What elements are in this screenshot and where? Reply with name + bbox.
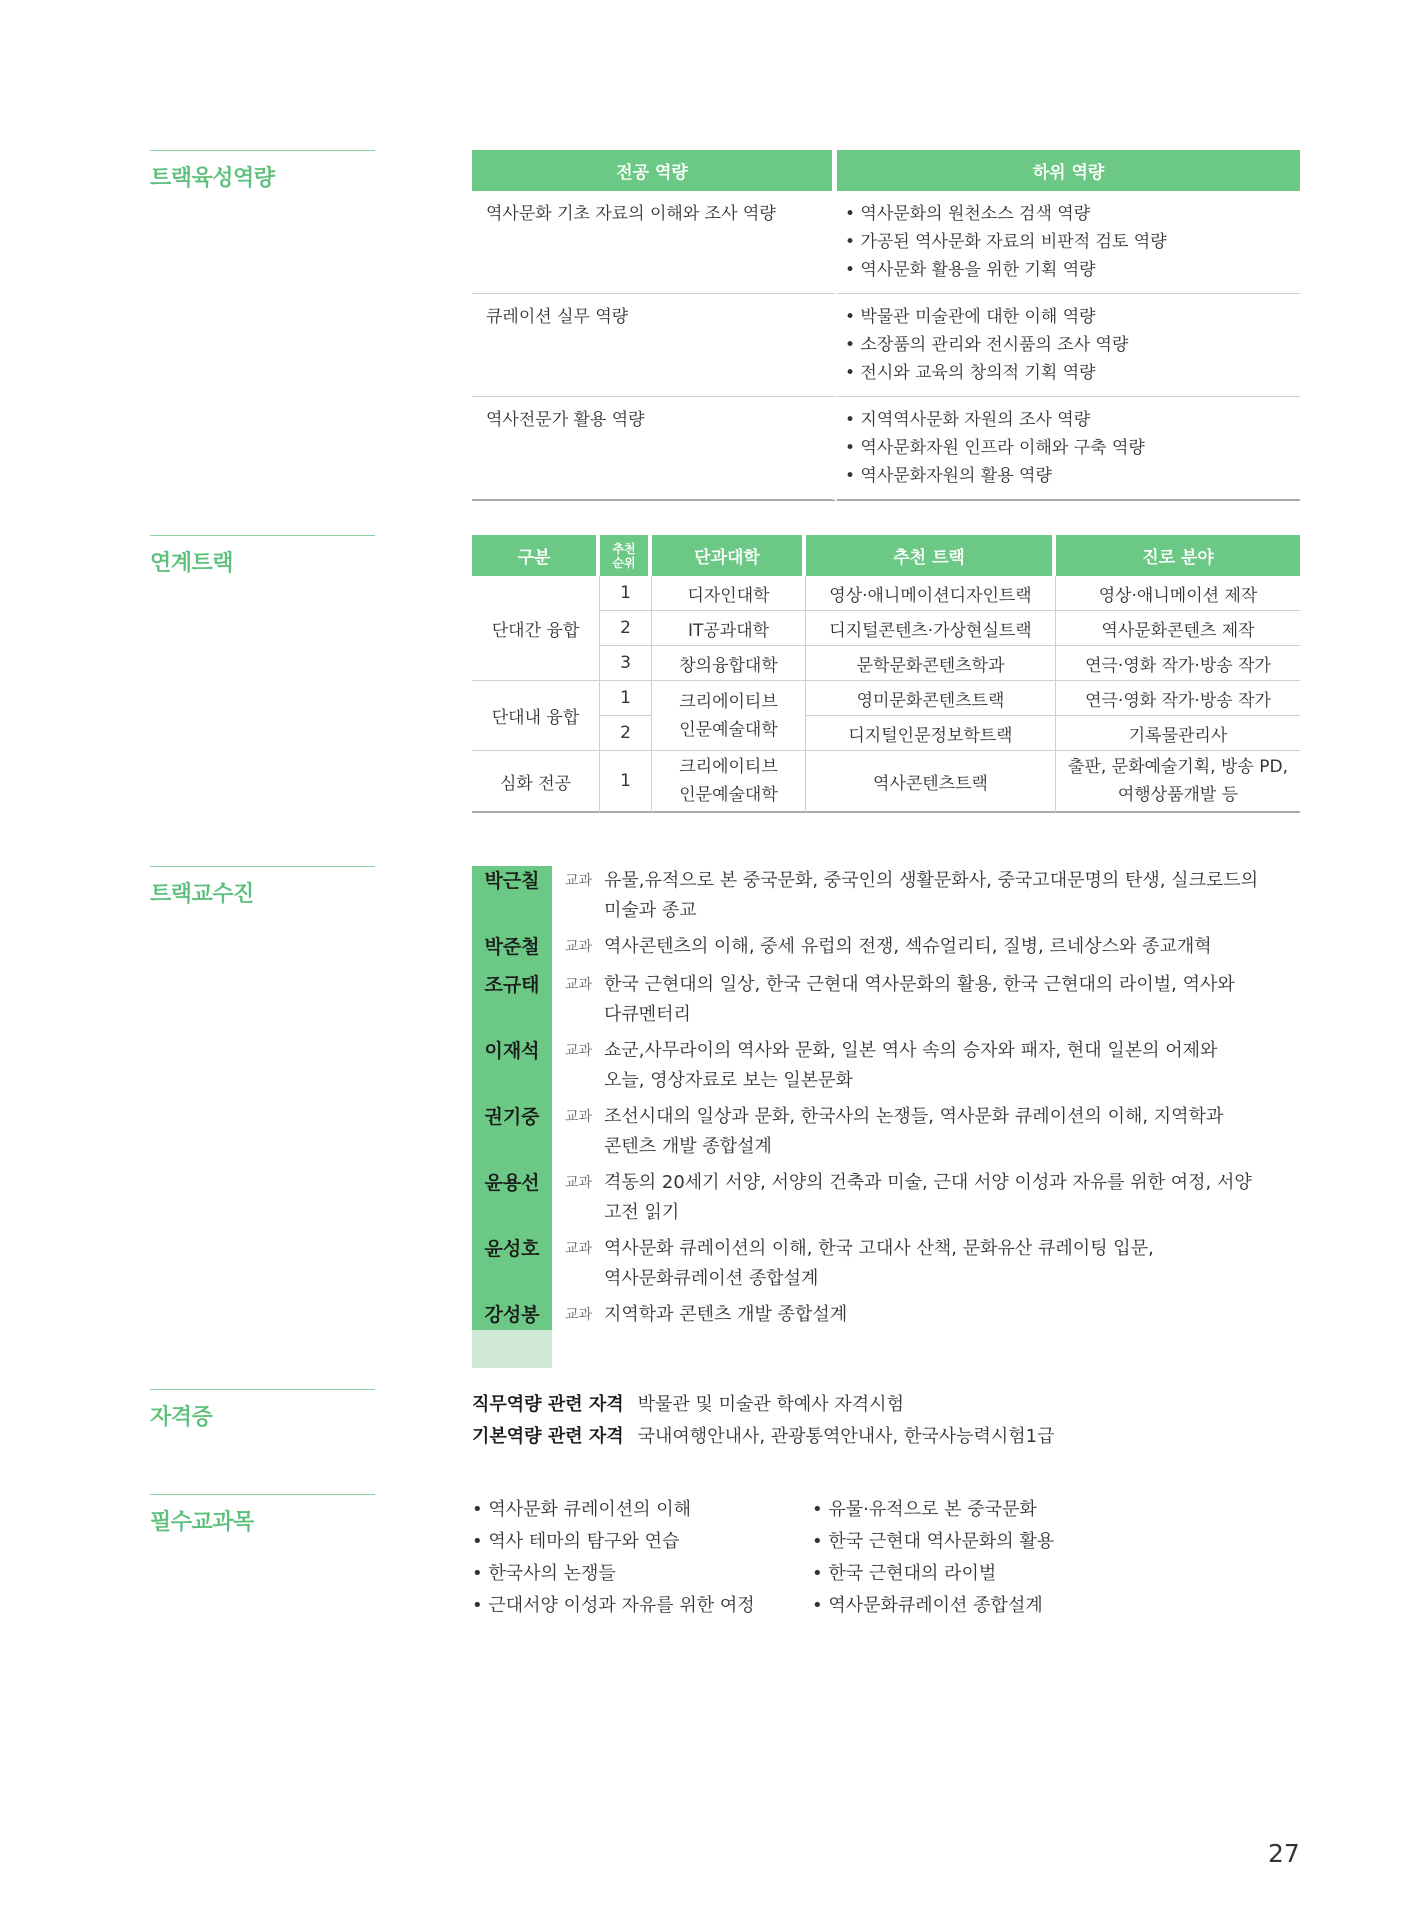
required-course: • 유물·유적으로 본 중국문화 <box>812 1494 1152 1526</box>
faculty-row <box>472 970 1300 1036</box>
course-line: 쇼군,사무라이의 역사와 문화, 일본 역사 속의 승자와 패자, 현대 일본의 어제와 <box>604 1040 1218 1061</box>
career-cell <box>1056 751 1300 813</box>
required-courses <box>472 1494 1300 1622</box>
sub-competencies <box>837 397 1300 501</box>
cert-list <box>472 1389 1300 1453</box>
header-college: 단과대학 <box>652 535 806 576</box>
faculty-courses <box>596 1234 1300 1294</box>
table-row <box>472 576 1300 611</box>
required-course: • 역사 테마의 탐구와 연습 <box>472 1526 812 1558</box>
course-line: 역사문화큐레이션 종합설계 <box>604 1268 819 1289</box>
faculty-name: 박근칠 <box>484 870 540 892</box>
faculty-courses <box>596 1102 1300 1162</box>
cert-label: 직무역량 관련 자격 <box>472 1394 624 1415</box>
faculty-courses <box>596 1300 1300 1330</box>
linked-track-table <box>472 535 1300 813</box>
faculty-courses <box>596 932 1300 962</box>
college-line: 크리에이티브 <box>679 691 778 712</box>
faculty-courses <box>596 1036 1300 1096</box>
required-course: • 한국 근현대의 라이벌 <box>812 1558 1152 1590</box>
cert-label: 기본역량 관련 자격 <box>472 1426 624 1447</box>
faculty-name: 이재석 <box>484 1040 540 1062</box>
competency-table-wrap <box>472 150 1300 501</box>
college-cell: 창의융합대학 <box>652 646 806 681</box>
faculty-row <box>472 1102 1300 1168</box>
table-row <box>472 294 1300 397</box>
college-cell: IT공과대학 <box>652 611 806 646</box>
major-competency: 역사전문가 활용 역량 <box>472 397 837 501</box>
sub-competency: • 전시와 교육의 창의적 기획 역량 <box>845 363 1096 383</box>
sub-competency: • 가공된 역사문화 자료의 비판적 검토 역량 <box>845 232 1167 252</box>
header-rank <box>600 535 652 576</box>
required-col-left <box>472 1494 812 1622</box>
table-row <box>472 397 1300 501</box>
section-label-linked: 연계트랙 <box>150 535 375 577</box>
required-course: • 역사문화큐레이션 종합설계 <box>812 1590 1152 1622</box>
category-cell: 단대내 융합 <box>472 681 600 751</box>
rank-cell: 2 <box>600 611 652 646</box>
faculty-name: 박준철 <box>484 936 540 958</box>
sub-competency: • 역사문화자원 인프라 이해와 구축 역량 <box>845 438 1145 458</box>
faculty-row <box>472 1300 1300 1338</box>
category-cell: 단대간 융합 <box>472 576 600 681</box>
course-line: 유물,유적으로 본 중국문화, 중국인의 생활문화사, 중국고대문명의 탄생, 실크로드의 <box>604 870 1259 891</box>
course-line: 오늘, 영상자료로 보는 일본문화 <box>604 1070 853 1091</box>
track-cell: 영상·애니메이션디자인트랙 <box>806 576 1056 611</box>
sub-competency: • 역사문화자원의 활용 역량 <box>845 466 1052 486</box>
course-line: 역사문화 큐레이션의 이해, 한국 고대사 산책, 문화유산 큐레이팅 입문, <box>604 1238 1154 1259</box>
track-cell: 영미문화콘텐츠트랙 <box>806 681 1056 716</box>
course-line: 한국 근현대의 일상, 한국 근현대 역사문화의 활용, 한국 근현대의 라이벌, 역사와 <box>604 974 1235 995</box>
course-tag: 교과 <box>564 1307 592 1323</box>
college-line: 인문예술대학 <box>679 719 778 740</box>
rank-cell: 1 <box>600 751 652 813</box>
section-label-faculty: 트랙교수진 <box>150 866 375 908</box>
category-cell: 심화 전공 <box>472 751 600 813</box>
career-line: 여행상품개발 등 <box>1117 785 1239 805</box>
faculty-section <box>150 866 1300 1338</box>
table-row <box>472 191 1300 294</box>
section-label-required: 필수교과목 <box>150 1494 375 1536</box>
rank-cell: 2 <box>600 716 652 751</box>
sub-competency: • 소장품의 관리와 전시품의 조사 역량 <box>845 335 1129 355</box>
faculty-name: 윤용선 <box>484 1172 540 1194</box>
sub-competency: • 역사문화의 원천소스 검색 역량 <box>845 204 1091 224</box>
college-line: 크리에이티브 <box>679 757 778 777</box>
faculty-courses <box>596 866 1300 926</box>
required-course: • 한국 근현대 역사문화의 활용 <box>812 1526 1152 1558</box>
course-tag: 교과 <box>564 939 592 955</box>
sub-competencies <box>837 191 1300 294</box>
major-competency: 큐레이션 실무 역량 <box>472 294 837 397</box>
cert-value: 국내여행안내사, 관광통역안내사, 한국사능력시험1급 <box>637 1426 1055 1447</box>
faculty-name: 권기중 <box>484 1106 540 1128</box>
header-category: 구분 <box>472 535 600 576</box>
cert-value: 박물관 및 미술관 학예사 자격시험 <box>637 1394 904 1415</box>
page-number: 27 <box>1268 1839 1300 1868</box>
header-career: 진로 분야 <box>1056 535 1300 576</box>
career-line: 출판, 문화예술기획, 방송 PD, <box>1068 757 1288 777</box>
faculty-courses <box>596 970 1300 1030</box>
sub-competency: • 박물관 미술관에 대한 이해 역량 <box>845 307 1096 327</box>
major-competency: 역사문화 기초 자료의 이해와 조사 역량 <box>472 191 837 294</box>
header-major-competency: 전공 역량 <box>472 150 837 191</box>
cert-row <box>472 1421 1300 1453</box>
required-course: • 역사문화 큐레이션의 이해 <box>472 1494 812 1526</box>
faculty-courses <box>596 1168 1300 1228</box>
course-line: 지역학과 콘텐츠 개발 종합설계 <box>604 1304 848 1325</box>
faculty-name: 윤성호 <box>484 1238 540 1260</box>
header-track: 추천 트랙 <box>806 535 1056 576</box>
rank-cell: 1 <box>600 576 652 611</box>
career-cell: 연극·영화 작가·방송 작가 <box>1056 681 1300 716</box>
college-line: 인문예술대학 <box>679 785 778 805</box>
career-cell: 기록물관리사 <box>1056 716 1300 751</box>
sub-competency: • 지역역사문화 자원의 조사 역량 <box>845 410 1091 430</box>
course-line: 역사콘텐츠의 이해, 중세 유럽의 전쟁, 섹슈얼리티, 질병, 르네상스와 종교개혁 <box>604 936 1212 957</box>
faculty-row <box>472 1168 1300 1234</box>
sub-competencies <box>837 294 1300 397</box>
course-tag: 교과 <box>564 977 592 993</box>
college-cell <box>652 751 806 813</box>
college-cell: 디자인대학 <box>652 576 806 611</box>
faculty-row <box>472 866 1300 932</box>
sub-competency: • 역사문화 활용을 위한 기획 역량 <box>845 260 1096 280</box>
required-col-right <box>812 1494 1152 1622</box>
course-tag: 교과 <box>564 1241 592 1257</box>
table-row <box>472 751 1300 813</box>
required-course: • 근대서양 이성과 자유를 위한 여정 <box>472 1590 812 1622</box>
faculty-row <box>472 932 1300 970</box>
section-label-cert: 자격증 <box>150 1389 375 1431</box>
table-row <box>472 681 1300 716</box>
section-label-competency: 트랙육성역량 <box>150 150 375 192</box>
career-cell: 연극·영화 작가·방송 작가 <box>1056 646 1300 681</box>
track-cell: 역사콘텐츠트랙 <box>806 751 1056 813</box>
career-cell: 역사문화콘텐츠 제작 <box>1056 611 1300 646</box>
course-line: 격동의 20세기 서양, 서양의 건축과 미술, 근대 서양 이성과 자유를 위한 여정, 서양 <box>604 1172 1252 1193</box>
faculty-row <box>472 1234 1300 1300</box>
rank-cell: 1 <box>600 681 652 716</box>
course-line: 다큐멘터리 <box>604 1004 691 1025</box>
course-line: 고전 읽기 <box>604 1202 680 1223</box>
course-tag: 교과 <box>564 1175 592 1191</box>
course-tag: 교과 <box>564 1043 592 1059</box>
required-course: • 한국사의 논쟁들 <box>472 1558 812 1590</box>
header-sub-competency: 하위 역량 <box>837 150 1300 191</box>
faculty-list <box>472 866 1300 1338</box>
competency-table <box>472 150 1300 501</box>
faculty-name: 조규태 <box>484 974 540 996</box>
course-line: 콘텐츠 개발 종합설계 <box>604 1136 772 1157</box>
linked-table-wrap <box>472 535 1300 813</box>
career-cell: 영상·애니메이션 제작 <box>1056 576 1300 611</box>
college-cell <box>652 681 806 751</box>
course-line: 미술과 종교 <box>604 900 697 921</box>
header-rank-line1: 추천 <box>612 541 636 556</box>
faculty-name: 강성봉 <box>484 1304 540 1326</box>
rank-cell: 3 <box>600 646 652 681</box>
faculty-row <box>472 1036 1300 1102</box>
track-cell: 디지털콘텐츠·가상현실트랙 <box>806 611 1056 646</box>
track-cell: 문학문화콘텐츠학과 <box>806 646 1056 681</box>
track-cell: 디지털인문정보학트랙 <box>806 716 1056 751</box>
course-tag: 교과 <box>564 873 592 889</box>
header-rank-line2: 순위 <box>612 555 636 570</box>
cert-row <box>472 1389 1300 1421</box>
course-tag: 교과 <box>564 1109 592 1125</box>
course-line: 조선시대의 일상과 문화, 한국사의 논쟁들, 역사문화 큐레이션의 이해, 지역학과 <box>604 1106 1224 1127</box>
